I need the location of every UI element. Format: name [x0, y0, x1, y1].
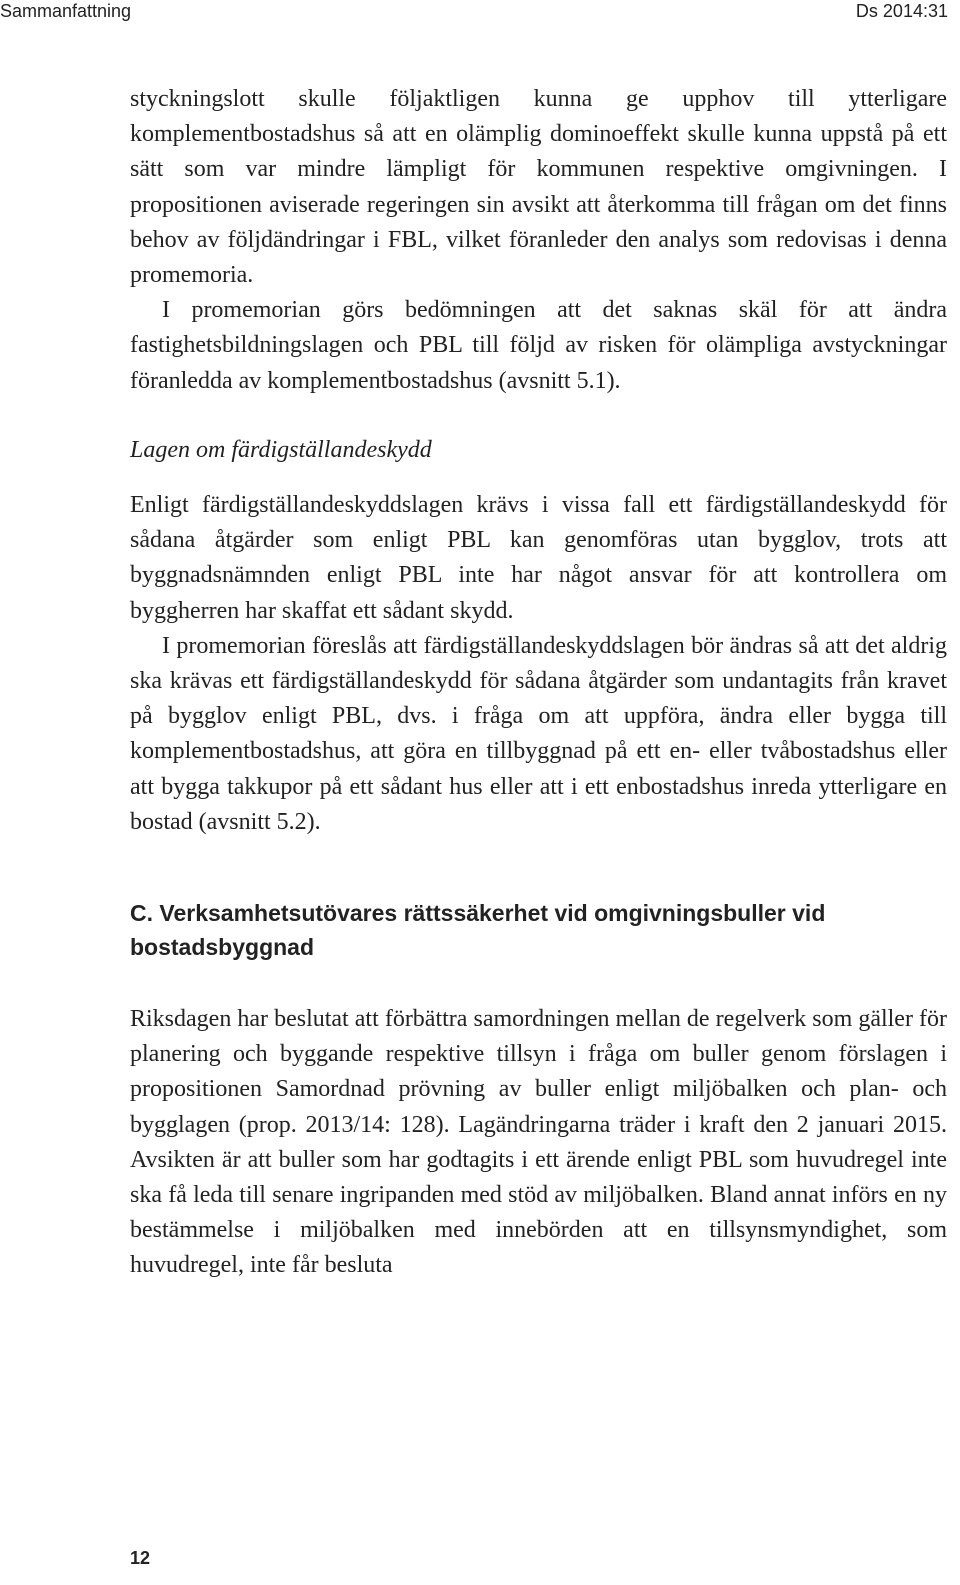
- body-paragraph: I promemorian föreslås att färdigställandeskyddslagen bör ändras så att det aldrig ska krävas ett färdigställandeskydd för sådana åtgärder som undantagits från kravet på bygglov enligt PBL, dvs. i fråga om att uppföra, ändra eller bygga till komplementbostadshus, att göra en tillbyggnad på ett en- eller tvåbostadshus eller att bygga takkupor på ett sådant hus eller att i ett enbostadshus inreda ytterligare en bostad (avsnitt 5.2).: [130, 632, 947, 835]
- body-paragraph: Riksdagen har beslutat att förbättra samordningen mellan de regelverk som gäller för planering och byggande respektive tillsyn i fråga om buller genom förslagen i propositionen Samordnad prövning av buller enligt miljöbalken och plan- och bygglagen (prop. 2013/14: 128). Lagändringarna träder i kraft den 2 januari 2015. Avsikten är att buller som har godtagits i ett ärende enligt PBL som huvudregel inte ska få leda till senare ingripanden med stöd av miljöbalken. Bland annat införs en ny bestämmelse i miljöbalken med innebörden att en tillsynsmyndighet, som huvudregel, inte får besluta: [130, 1006, 947, 1279]
- page-number: 12: [130, 1548, 151, 1568]
- running-header-section: Sammanfattning: [0, 1, 132, 21]
- subsection-heading: Lagen om färdigställandeskydd: [130, 436, 432, 463]
- running-header-doc-id: Ds 2014:31: [855, 1, 948, 21]
- page-body: [130, 82, 947, 1284]
- section-heading: C. Verksamhetsutövares rättssäkerhet vid omgivningsbuller vid bostadsbyggnad: [130, 900, 826, 961]
- body-paragraph: I promemorian görs bedömningen att det saknas skäl för att ändra fastighetsbildningslagen och PBL till följd av risken för olämpliga avstyckningar föranledda av komplementbostadshus (avsnitt 5.1).: [130, 297, 947, 394]
- running-header: [0, 0, 960, 24]
- body-paragraph: Enligt färdigställandeskyddslagen krävs i vissa fall ett färdigställandeskydd för sådana åtgärder som enligt PBL kan genomföras utan bygglov, trots att byggnadsnämnden enligt PBL inte har något ansvar för att kontrollera om byggherren har skaffat ett sådant skydd.: [130, 492, 947, 624]
- body-paragraph: styckningslott skulle följaktligen kunna ge upphov till ytterligare komplementbostadshus så att en olämplig dominoeffekt skulle kunna uppstå på ett sätt som var mindre lämpligt för kommunen respektive omgivningen. I propositionen aviserade regeringen sin avsikt att återkomma till frågan om det finns behov av följdändringar i FBL, vilket föranleder den analys som redovisas i denna promemoria.: [130, 86, 947, 289]
